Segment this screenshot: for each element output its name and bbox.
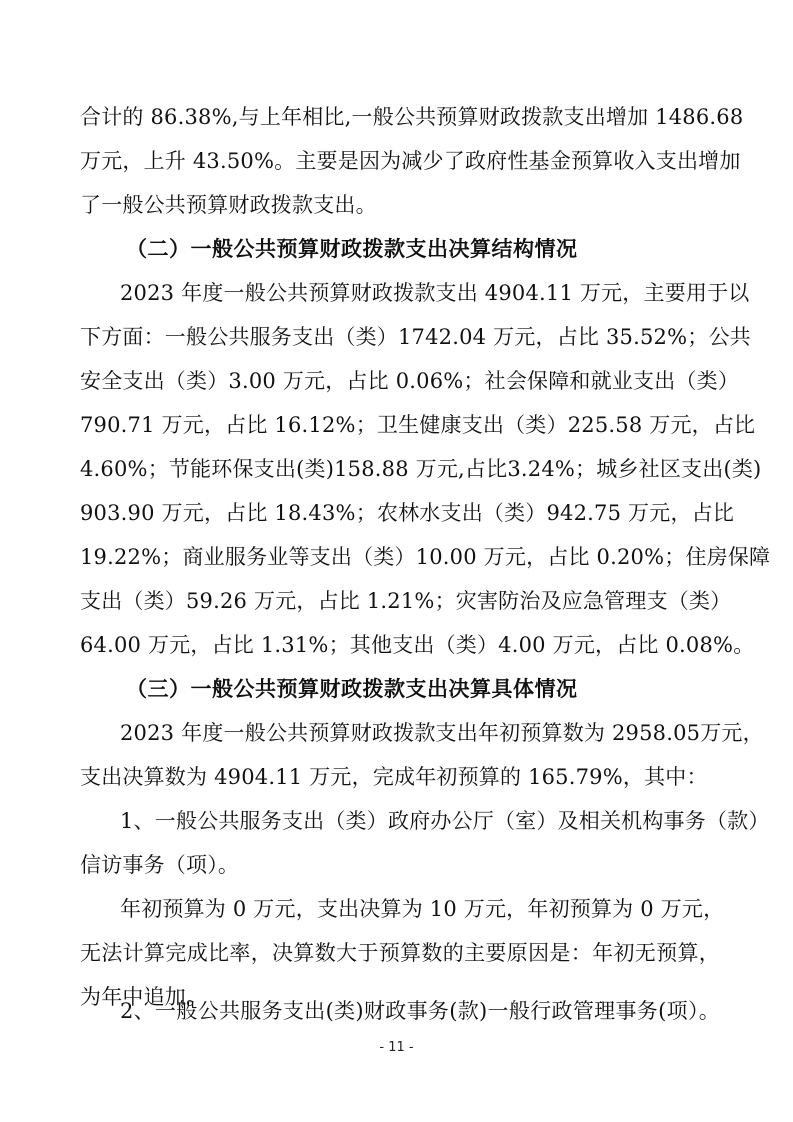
item-1-detail-line-3: 为年中追加。 [80,985,208,1009]
paragraph-1-line-2: 万元，上升 43.50%。主要是因为减少了政府性基金预算收入支出增加 [80,149,741,173]
section-heading-3: （三）一般公共预算财政拨款支出决算具体情况 [126,677,578,701]
paragraph-2-line-1: 2023 年度一般公共预算财政拨款支出 4904.11 万元，主要用于以 [120,281,750,305]
item-1-detail-line-1: 年初预算为 0 万元，支出决算为 10 万元，年初预算为 0 万元， [120,897,725,921]
paragraph-1-line-1: 合计的 86.38%,与上年相比,一般公共预算财政拨款支出增加 1486.68 [80,105,744,129]
paragraph-2-line-7: 19.22%；商业服务业等支出（类）10.00 万元，占比 0.20%；住房保障 [80,545,771,569]
item-1-line-2: 信访事务（项）。 [80,853,240,877]
paragraph-2-line-6: 903.90 万元，占比 18.43%；农林水支出（类）942.75 万元，占比 [80,501,735,525]
paragraph-2-line-9: 64.00 万元，占比 1.31%；其他支出（类）4.00 万元，占比 0.08%。 [80,633,755,657]
paragraph-3-line-1: 2023 年度一般公共预算财政拨款支出年初预算数为 2958.05万元， [120,721,764,745]
section-heading-2: （二）一般公共预算财政拨款支出决算结构情况 [126,237,578,261]
paragraph-2-line-4: 790.71 万元，占比 16.12%；卫生健康支出（类）225.58 万元，占比 [80,413,756,437]
paragraph-2-line-5: 4.60%；节能环保支出(类)158.88 万元,占比3.24%；城乡社区支出(类) [80,457,762,481]
item-1-line-1: 1、一般公共服务支出（类）政府办公厅（室）及相关机构事务（款） [120,809,770,833]
item-1-detail-line-2: 无法计算完成比率，决算数大于预算数的主要原因是：年初无预算， [80,941,720,965]
page-number: - 11 - [379,1040,414,1055]
paragraph-2-line-8: 支出（类）59.26 万元，占比 1.21%；灾害防治及应急管理支（类） [80,589,732,613]
item-2-line-1: 2、一般公共服务支出(类)财政事务(款)一般行政管理事务(项）。 [120,999,720,1023]
paragraph-2-line-3: 安全支出（类）3.00 万元，占比 0.06%；社会保障和就业支出（类） [80,369,740,393]
paragraph-2-line-2: 下方面：一般公共服务支出（类）1742.04 万元，占比 35.52%；公共 [80,325,751,349]
paragraph-3-line-2: 支出决算数为 4904.11 万元，完成年初预算的 165.79%，其中： [80,765,708,789]
paragraph-1-line-3: 了一般公共预算财政拨款支出。 [80,193,377,217]
